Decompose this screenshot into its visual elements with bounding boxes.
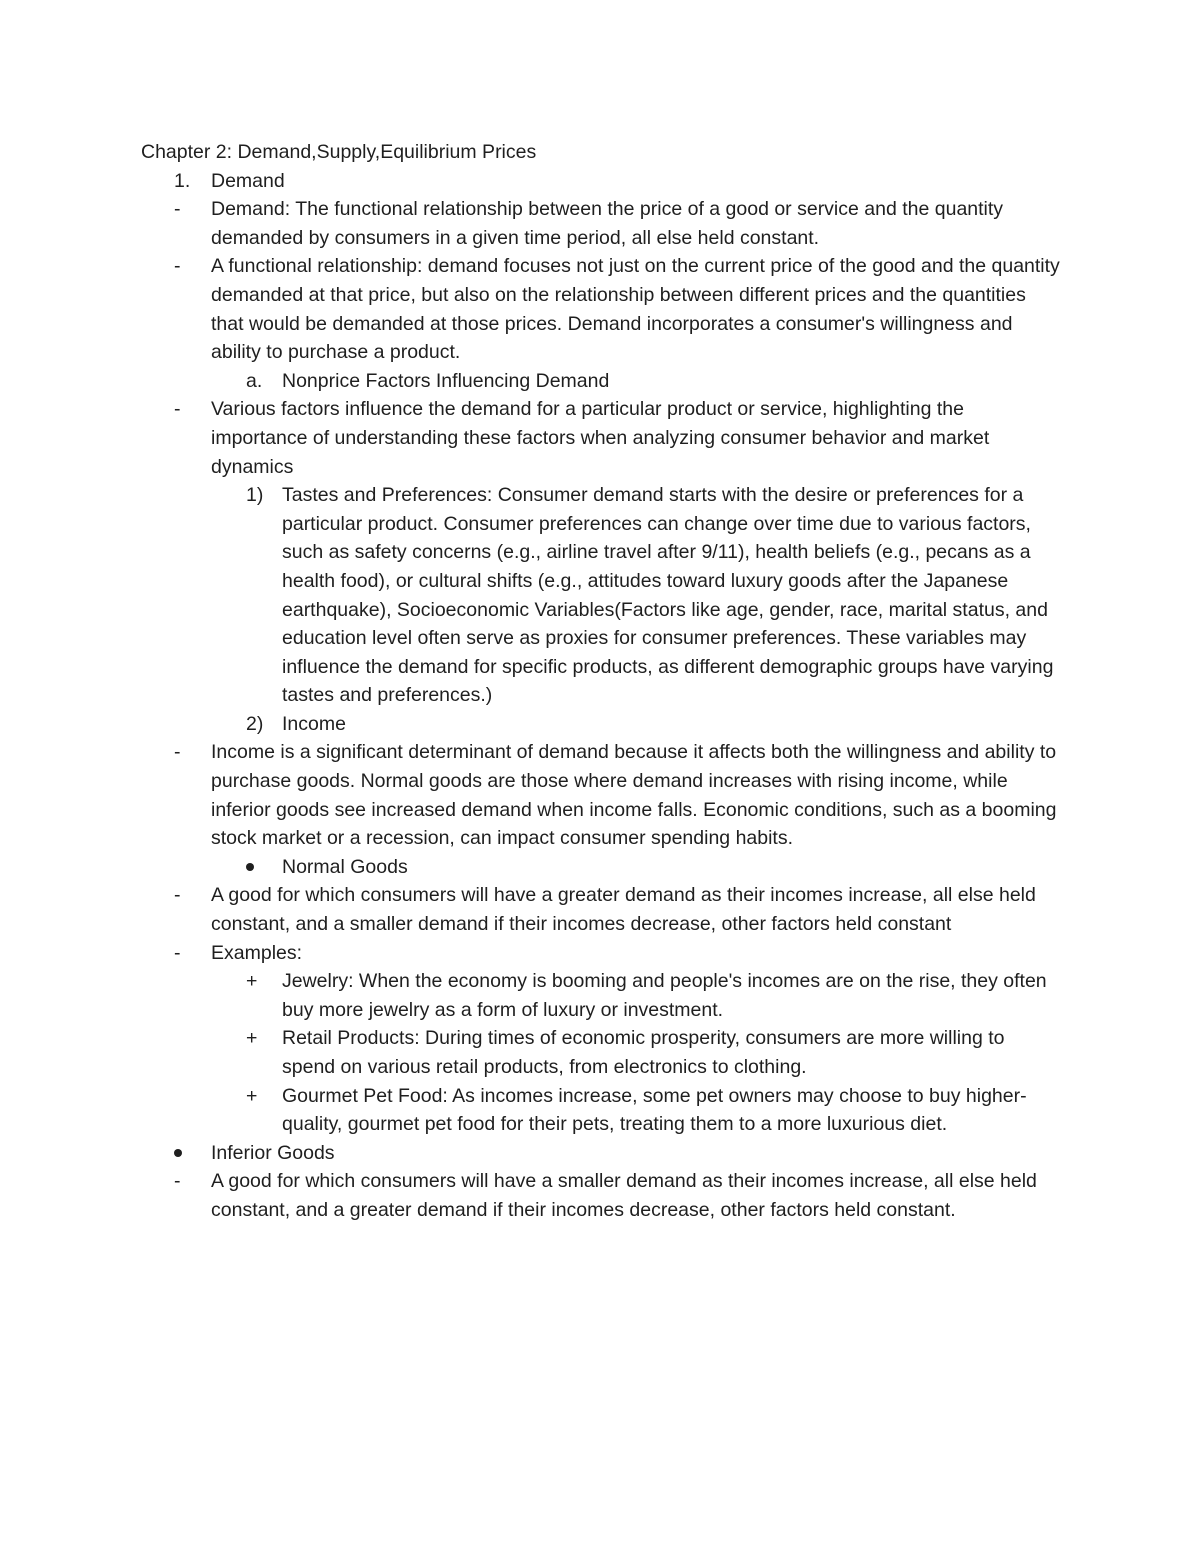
outline-item: [0, 1082, 1200, 1139]
outline-item-text: A good for which consumers will have a smaller demand as their incomes increase, all else held constant, and a greater demand if their incomes decrease, other factors held constant.: [211, 1170, 1037, 1221]
outline-item-text: Demand: The functional relationship between the price of a good or service and the quantity demanded by consumers in a given time period, all else held constant.: [211, 198, 1004, 249]
list-marker: 1.: [174, 169, 191, 192]
outline-list: [0, 167, 1200, 1225]
outline-item-text: A functional relationship: demand focuses not just on the current price of the good and the quantity demanded at that price, but also on the relationship between different prices and the quantities that would be demanded at those prices. Demand incorporates a consumer's willingness and ability to purchase a product.: [211, 255, 1060, 364]
list-marker: +: [246, 1084, 258, 1107]
outline-item: [0, 195, 1200, 252]
outline-item-text: Income: [282, 712, 346, 735]
outline-item: [0, 481, 1200, 710]
list-marker: -: [174, 198, 181, 221]
bullet-icon: [246, 853, 254, 882]
list-marker: -: [174, 1170, 181, 1193]
outline-item: [0, 710, 1200, 739]
chapter-title: Chapter 2: Demand,Supply,Equilibrium Prices: [141, 141, 537, 163]
list-marker: -: [174, 255, 181, 278]
outline-item-text: Tastes and Preferences: Consumer demand starts with the desire or preferences for a particular product. Consumer preferences can change over time due to various factors, such as safety concerns (e.g., airline travel after 9/11), health beliefs (e.g., pecans as a health food), or cultural shifts (e.g., attitudes toward luxury goods after the Japanese earthquake), Socioeconomic Variables(Factors like age, gender, race, marital status, and education level often serve as proxies for consumer preferences. These variables may influence the demand for specific products, as different demographic groups have varying tastes and preferences.): [282, 484, 1054, 707]
outline-item: [0, 395, 1200, 481]
list-marker: 1): [246, 484, 264, 507]
list-marker: +: [246, 970, 258, 993]
outline-item: [0, 881, 1200, 938]
outline-item: [0, 1167, 1200, 1224]
outline-item-text: Examples:: [211, 941, 303, 964]
outline-item: [0, 1024, 1200, 1081]
outline-item: [0, 853, 1200, 882]
outline-item-text: Inferior Goods: [211, 1141, 335, 1164]
outline-item: [0, 738, 1200, 852]
list-marker: a.: [246, 369, 263, 392]
outline-item: [0, 252, 1200, 366]
outline-item-text: Income is a significant determinant of demand because it affects both the willingness and ability to purchase goods. Normal goods are those where demand increases with rising income, while inferior goods see increased demand when income falls. Economic conditions, such as a booming stock market or a recession, can impact consumer spending habits.: [211, 741, 1057, 850]
list-marker: -: [174, 884, 181, 907]
list-marker: +: [246, 1027, 258, 1050]
outline-item-text: Nonprice Factors Influencing Demand: [282, 369, 610, 392]
outline-item: [0, 1139, 1200, 1168]
outline-item-text: Gourmet Pet Food: As incomes increase, some pet owners may choose to buy higher-quality, gourmet pet food for their pets, treating them to a more luxurious diet.: [282, 1084, 1027, 1136]
outline-item-text: Various factors influence the demand for a particular product or service, highlighting the importance of understanding these factors when analyzing consumer behavior and market dynamics: [211, 398, 990, 478]
list-marker: -: [174, 398, 181, 421]
outline-item-text: Jewelry: When the economy is booming and people's incomes are on the rise, they often buy more jewelry as a form of luxury or investment.: [282, 970, 1047, 1021]
list-marker: 2): [246, 712, 264, 735]
list-marker: -: [174, 941, 181, 964]
outline-item-text: Normal Goods: [282, 855, 408, 878]
outline-item: [0, 939, 1200, 968]
bullet-icon: [174, 1139, 182, 1168]
document-body: [0, 138, 1200, 1225]
outline-item-text: Retail Products: During times of economic prosperity, consumers are more willing to spend on various retail products, from electronics to clothing.: [282, 1027, 1005, 1078]
outline-item: [0, 367, 1200, 396]
outline-item-text: A good for which consumers will have a greater demand as their incomes increase, all else held constant, and a smaller demand if their incomes decrease, other factors held constant: [211, 884, 1036, 936]
list-marker: -: [174, 741, 181, 764]
outline-item: [0, 967, 1200, 1024]
outline-item-text: Demand: [211, 169, 285, 192]
outline-item: [0, 167, 1200, 196]
